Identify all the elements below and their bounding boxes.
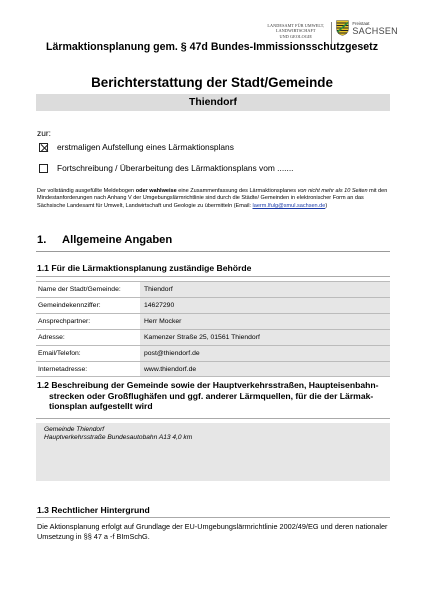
note-bold: oder wahlweise — [135, 188, 177, 194]
note-italic: von nicht mehr als 10 Seiten — [297, 188, 368, 194]
table-row — [36, 329, 390, 345]
state-big-label: SACHSEN — [352, 25, 398, 36]
section-1-1-heading: 1.1 Für die Lärmaktionsplanung zuständige Behörde — [37, 263, 252, 273]
checkbox-unchecked-icon[interactable] — [39, 164, 48, 173]
section-1-title: Allgemeine Angaben — [62, 234, 173, 246]
state-logo — [336, 20, 398, 36]
zur-label: zur: — [37, 128, 51, 138]
note-part-3: mit den Mindestanforderungen nach Anhang V der Umgebungslärmrichtlinie sind durch die Städte/ Gemeinden in elektronischer Form an das Sächsische Landesamt für Umwelt, Landwirtschaft und Geologie zu übermitteln (Email: — [37, 188, 388, 209]
row-label: Internetadresse: — [38, 366, 88, 373]
note-part-4: ) — [325, 202, 328, 209]
row-label: Ansprechpartner: — [38, 318, 91, 325]
legal-background-text: Die Aktionsplanung erfolgt auf Grundlage der EU-Umgebungslärmrichtlinie 2002/49/EG und deren nationaler Umsetzung in §§ 47 a -f BImSchG. — [37, 522, 388, 541]
state-small-label: Freistaat — [352, 20, 370, 26]
section-1-2-heading — [37, 380, 391, 412]
table-row — [36, 297, 390, 313]
table-row — [36, 281, 390, 297]
note-part-2: eine Zusammenfassung des Lärmaktionsplanes — [176, 188, 298, 194]
municipality-description-field[interactable] — [36, 423, 390, 481]
option-first-plan-label: erstmaligen Aufstellung eines Lärmaktionsplans — [57, 142, 234, 152]
section-1-2-divider — [36, 418, 390, 419]
website-field[interactable]: www.thiendorf.de — [140, 362, 390, 376]
option-first-plan[interactable] — [39, 142, 234, 152]
option-update-plan[interactable] — [39, 163, 293, 173]
municipality-code-field[interactable]: 14627290 — [140, 298, 390, 313]
agency-line-2: LANDWIRTSCHAFT — [276, 28, 316, 34]
agency-line-3: UND GEOLOGIE — [279, 33, 313, 39]
checkbox-checked-icon[interactable] — [39, 143, 48, 152]
sub-title: Berichterstattung der Stadt/Gemeinde — [91, 75, 333, 90]
main-title: Lärmaktionsplanung gem. § 47d Bundes-Immissionsschutzgesetz — [45, 41, 378, 53]
saxony-crest-icon — [336, 20, 349, 36]
email-link[interactable]: laerm.lfulg@smul.sachsen.de — [252, 202, 326, 209]
section-1-number: 1. — [37, 234, 47, 246]
row-label: Gemeindekennziffer: — [38, 302, 101, 309]
option-update-plan-label: Fortschreibung / Überarbeitung des Lärmaktionsplans vom ....... — [57, 163, 294, 173]
section-1-heading — [37, 234, 172, 246]
section-1-3-heading: 1.3 Rechtlicher Hintergrund — [37, 505, 150, 515]
row-label: Email/Telefon: — [38, 350, 81, 357]
submission-note — [37, 188, 393, 210]
note-part-1: Der vollständig ausgefüllte Meldebogen — [37, 188, 136, 194]
section-1-2-heading-line-1: 1.2 Beschreibung der Gemeinde sowie der Hauptverkehrsstraßen, Haupteisenbahn- — [37, 380, 379, 390]
city-name-bar: Thiendorf — [36, 94, 390, 111]
row-label: Adresse: — [38, 334, 65, 341]
email-phone-field[interactable]: post@thiendorf.de — [140, 346, 390, 361]
row-label: Name der Stadt/Gemeinde: — [38, 286, 121, 293]
table-row — [36, 361, 390, 377]
section-1-divider — [36, 251, 390, 252]
table-row — [36, 313, 390, 329]
municipality-name-field[interactable]: Thiendorf — [140, 282, 390, 297]
description-line-2: Hauptverkehrsstraße Bundesautobahn A13 4,0 km — [44, 434, 193, 442]
table-row — [36, 345, 390, 361]
section-1-1-divider — [36, 276, 390, 277]
section-1-3-divider — [36, 517, 390, 518]
address-field[interactable]: Kamenzer Straße 25, 01561 Thiendorf — [140, 330, 390, 345]
agency-line-1: LANDESAMT FÜR UMWELT, — [267, 23, 325, 28]
authority-table — [36, 281, 390, 377]
section-1-2-heading-line-2: strecken oder Großflughäfen und ggf. anderer Lärmquellen, für die der Lärmak- — [49, 390, 374, 401]
contact-person-field[interactable]: Herr Mocker — [140, 314, 390, 329]
description-line-1: Gemeinde Thiendorf — [44, 426, 105, 433]
agency-logo-text — [265, 23, 327, 39]
state-name — [352, 21, 398, 36]
section-1-2-heading-line-3: tionsplan aufgestellt wird — [49, 401, 153, 412]
